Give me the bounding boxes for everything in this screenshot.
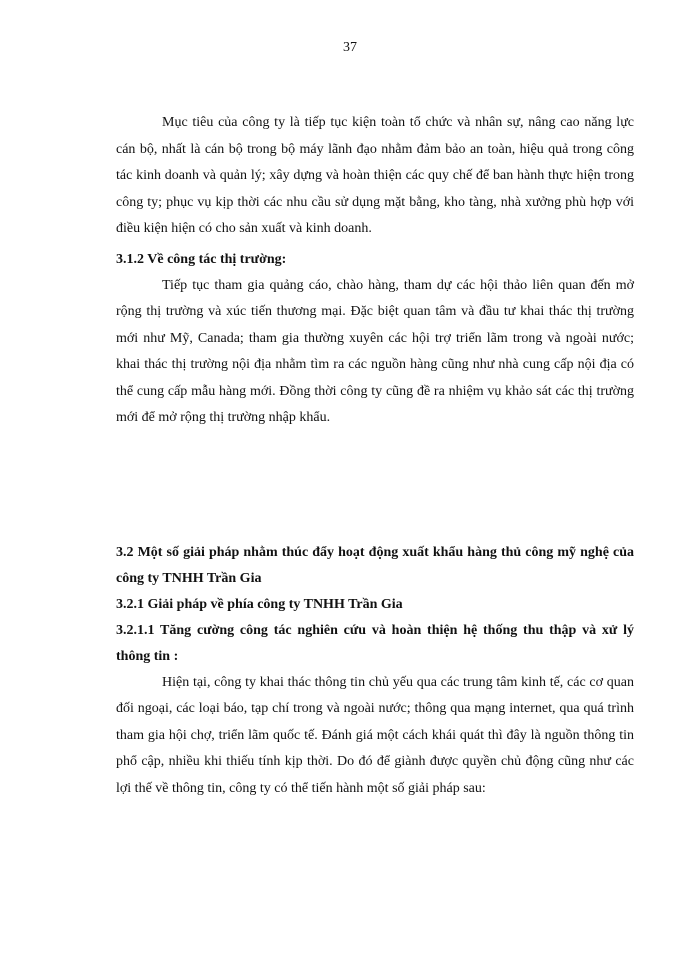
paragraph-company-goals: Mục tiêu của công ty là tiếp tục kiện toàn tổ chức và nhân sự, nâng cao năng lực cán bộ, nhất là cán bộ trong bộ máy lãnh đạo nhằm đảm bảo an toàn, hiệu quả trong công tác kinh doanh và quản lý; xây dựng và hoàn thiện các quy chế để ban hành thực hiện trong công ty; phục vụ kịp thời các nhu cầu sử dụng mặt bằng, kho tàng, nhà xưởng phù hợp với điều kiện hiện có cho sản xuất và kinh doanh.: [116, 115, 634, 236]
document-body: [116, 110, 634, 802]
heading-3-2-1: 3.2.1 Giải pháp về phía công ty TNHH Trần Gia: [116, 596, 403, 612]
heading-3-2: 3.2 Một số giải pháp nhằm thúc đẩy hoạt động xuất khẩu hàng thủ công mỹ nghệ của công ty TNHH Trần Gia: [116, 544, 634, 586]
page-number: 37: [343, 40, 357, 55]
paragraph-information-sources: Hiện tại, công ty khai thác thông tin chủ yếu qua các trung tâm kinh tế, các cơ quan đối ngoại, các loại báo, tạp chí trong và ngoài nước; thông qua mạng internet, qua quá trình tham gia hội chợ, triển lãm quốc tế. Đánh giá một cách khái quát thì đây là nguồn thông tin phổ cập, nhiều khi thiếu tính kịp thời. Do đó để giành được quyền chủ động cũng như các lợi thế về thông tin, công ty có thể tiến hành một số giải pháp sau:: [116, 674, 634, 796]
heading-3-2-1-1: 3.2.1.1 Tăng cường công tác nghiên cứu và hoàn thiện hệ thống thu thập và xử lý thông tin :: [116, 622, 634, 664]
paragraph-market-work: Tiếp tục tham gia quảng cáo, chào hàng, tham dự các hội thảo liên quan đến mở rộng thị trường và xúc tiến thương mại. Đặc biệt quan tâm và đầu tư khai thác thị trường mới như Mỹ, Canada; tham gia thường xuyên các hội trợ triển lãm trong và ngoài nước; khai thác thị trường nội địa nhằm tìm ra các nguồn hàng cũng như nhà cung cấp nội địa có thể cung cấp mẫu hàng mới. Đồng thời công ty cũng đề ra nhiệm vụ khảo sát các thị trường mới để mở rộng thị trường nhập khẩu.: [116, 277, 634, 425]
heading-3-1-2: 3.1.2 Về công tác thị trường:: [116, 251, 287, 267]
